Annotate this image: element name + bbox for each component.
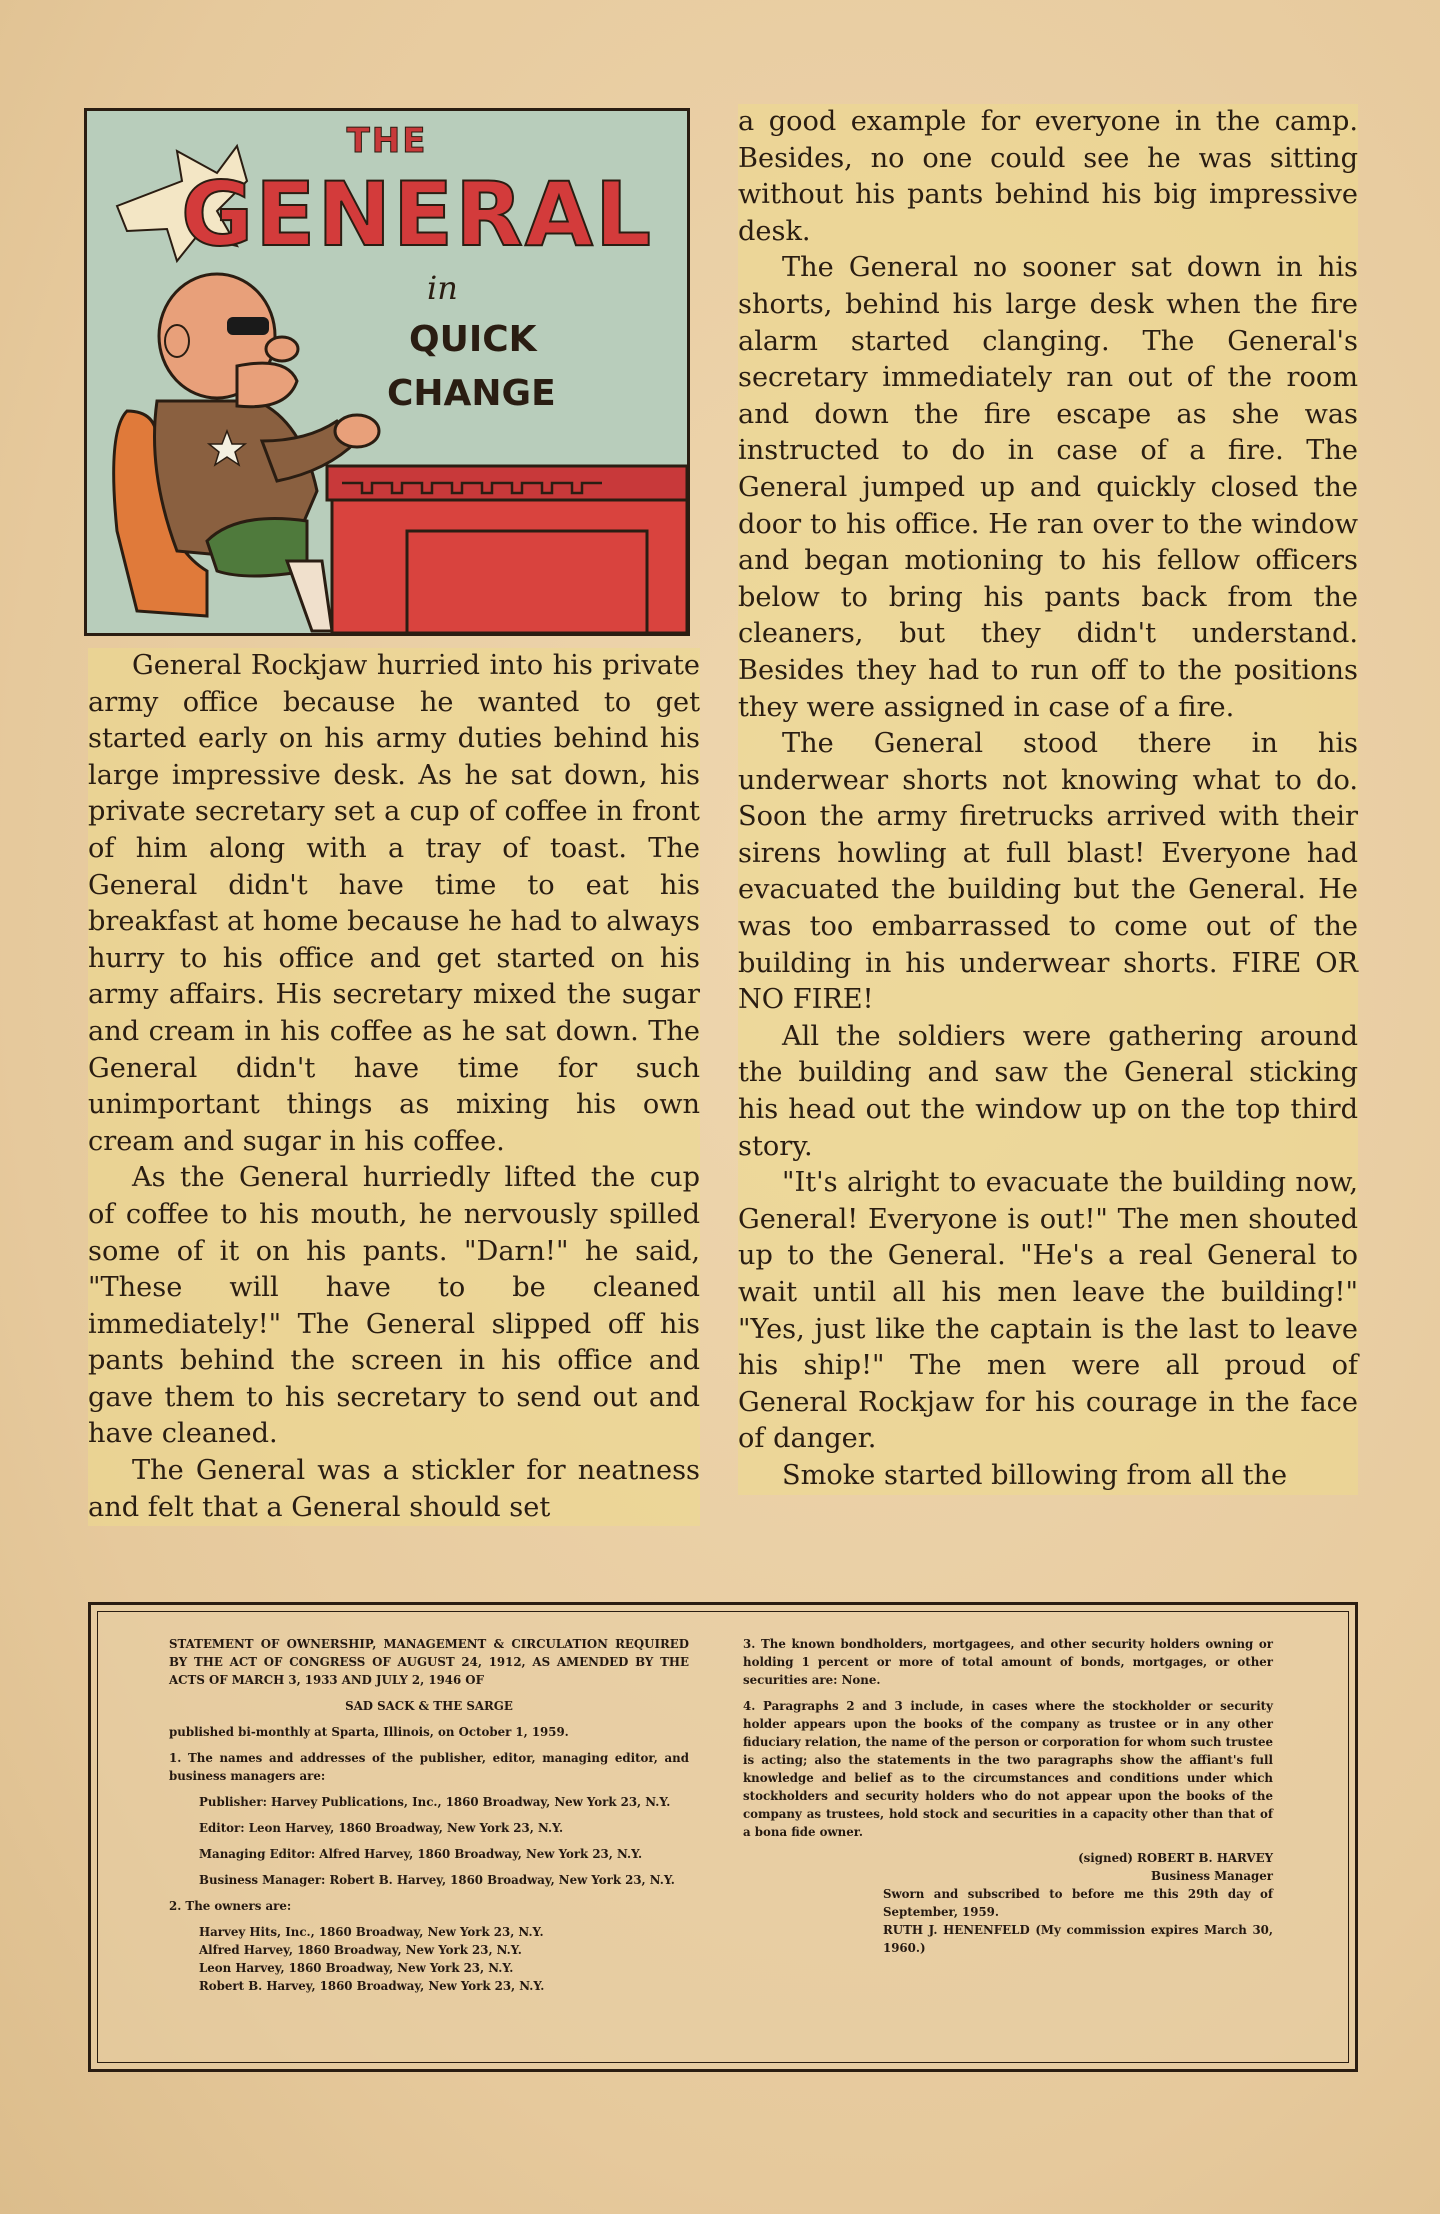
publication-name: SAD SACK & THE SARGE [345, 1699, 513, 1713]
title-panel [84, 108, 690, 636]
story-paragraph: The General stood there in his underwear shorts not knowing what to do. Soon the army firetrucks arrived with their sirens howling at full blast! Everyone had evacuated the building but the General. He was too embarrassed to come out of the building in his underwear shorts. FIRE OR NO FIRE! [738, 728, 1358, 1016]
signature-title: Business Manager [1150, 1869, 1273, 1883]
story-paragraph: "It's alright to evacuate the building now, General! Everyone is out!" The men shouted up to the General. "He's a real General to wait until all his men leave the building!" "Yes, just like the captain is the last to leave his ship!" The men were all proud of General Rockjaw for his courage in the face of danger. [738, 1167, 1358, 1455]
publisher-line: Publisher: Harvey Publications, Inc., 1860 Broadway, New York 23, N.Y. [199, 1795, 671, 1809]
statement-right-column [743, 1635, 1273, 1965]
ownership-statement-box [88, 1602, 1358, 2072]
statement-item-3: 3. The known bondholders, mortgagees, and other security holders owning or holding 1 percent or more of total amount of bonds, mortgages, or other securities are: None. [743, 1637, 1273, 1687]
desk-front [332, 500, 687, 633]
story-paragraph: General Rockjaw hurried into his private army office because he wanted to get started early on his army duties behind his large impressive desk. As he sat down, his private secretary set a cup of coffee in front of him along with a tray of toast. The General didn't have time to eat his breakfast at home because he had to always hurry to his office and get started on his army affairs. His secretary mixed the sugar and cream in his coffee as he sat down. The General didn't have time for such unimportant things as mixing his own cream and sugar in his coffee. [88, 650, 700, 1157]
statement-item-2: 2. The owners are: [169, 1899, 292, 1913]
title-general: GENERAL [180, 163, 654, 266]
owner-line: Robert B. Harvey, 1860 Broadway, New York 23, N.Y. [199, 1979, 545, 1993]
title-the: THE [346, 121, 428, 161]
publication-frequency: published bi-monthly at Sparta, Illinois, on October 1, 1959. [169, 1725, 569, 1739]
business-manager-line: Business Manager: Robert B. Harvey, 1860 Broadway, New York 23, N.Y. [199, 1873, 675, 1887]
title-change: CHANGE [387, 373, 556, 414]
editor-line: Editor: Leon Harvey, 1860 Broadway, New York 23, N.Y. [199, 1821, 564, 1835]
story-paragraph: The General was a stickler for neatness and felt that a General should set [88, 1455, 700, 1523]
story-right-column [738, 104, 1358, 1495]
story-paragraph: Smoke started billowing from all the [782, 1459, 1288, 1491]
title-in: in [427, 269, 458, 307]
statement-left-column [169, 1635, 689, 1995]
story-paragraph: a good example for everyone in the camp. Besides, no one could see he was sitting without his pants behind his big impressive desk. [738, 106, 1358, 247]
title-quick: QUICK [409, 319, 537, 360]
sunglasses-shape [227, 317, 269, 335]
owner-line: Leon Harvey, 1860 Broadway, New York 23, N.Y. [199, 1961, 514, 1975]
managing-editor-line: Managing Editor: Alfred Harvey, 1860 Broadway, New York 23, N.Y. [199, 1847, 643, 1861]
owners-list [169, 1923, 689, 1995]
story-left-column [88, 648, 700, 1526]
story-paragraph: The General no sooner sat down in his shorts, behind his large desk when the fire alarm started clanging. The General's secretary immediately ran out of the room and down the fire escape as she was instructed to do in case of a fire. The General jumped up and quickly closed the door to his office. He ran over to the window and began motioning to his fellow officers below to bring his pants back from the cleaners, but they didn't understand. Besides they had to run off to the positions they were assigned in case of a fire. [738, 252, 1358, 723]
signature-line: (signed) ROBERT B. HARVEY [1078, 1851, 1273, 1865]
notary-line: RUTH J. HENENFELD (My commission expires March 30, 1960.) [883, 1923, 1273, 1955]
owner-line: Alfred Harvey, 1860 Broadway, New York 23, N.Y. [199, 1943, 522, 1957]
statement-item-4: 4. Paragraphs 2 and 3 include, in cases where the stockholder or security holder appears upon the books of the company as trustee or in any other fiduciary relation, the name of the person or corporation for whom such trustee is acting; also the statements in the two paragraphs show the affiant's full knowledge and belief as to the circumstances and conditions under which stockholders and security holders who do not appear upon the books of the company as trustees, hold stock and securities in a capacity other than that of a bona fide owner. [743, 1699, 1273, 1839]
story-paragraph: As the General hurriedly lifted the cup of coffee to his mouth, he nervously spilled some of it on his pants. "Darn!" he said, "These will have to be cleaned immediately!" The General slipped off his pants behind the screen in his office and gave them to his secretary to send out and have cleaned. [88, 1162, 700, 1450]
owner-line: Harvey Hits, Inc., 1860 Broadway, New York 23, N.Y. [199, 1925, 544, 1939]
statement-heading: STATEMENT OF OWNERSHIP, MANAGEMENT & CIRCULATION REQUIRED BY THE ACT OF CONGRESS OF AUGUST 24, 1912, AS AMENDED BY THE ACTS OF MARCH 3, 1933 AND JULY 2, 1946 OF [169, 1637, 689, 1687]
story-paragraph: All the soldiers were gathering around the building and saw the General sticking his head out the window up on the top third story. [738, 1020, 1358, 1162]
sworn-line: Sworn and subscribed to before me this 29th day of September, 1959. [883, 1887, 1273, 1919]
statement-item-1: 1. The names and addresses of the publisher, editor, managing editor, and business managers are: [169, 1751, 689, 1783]
